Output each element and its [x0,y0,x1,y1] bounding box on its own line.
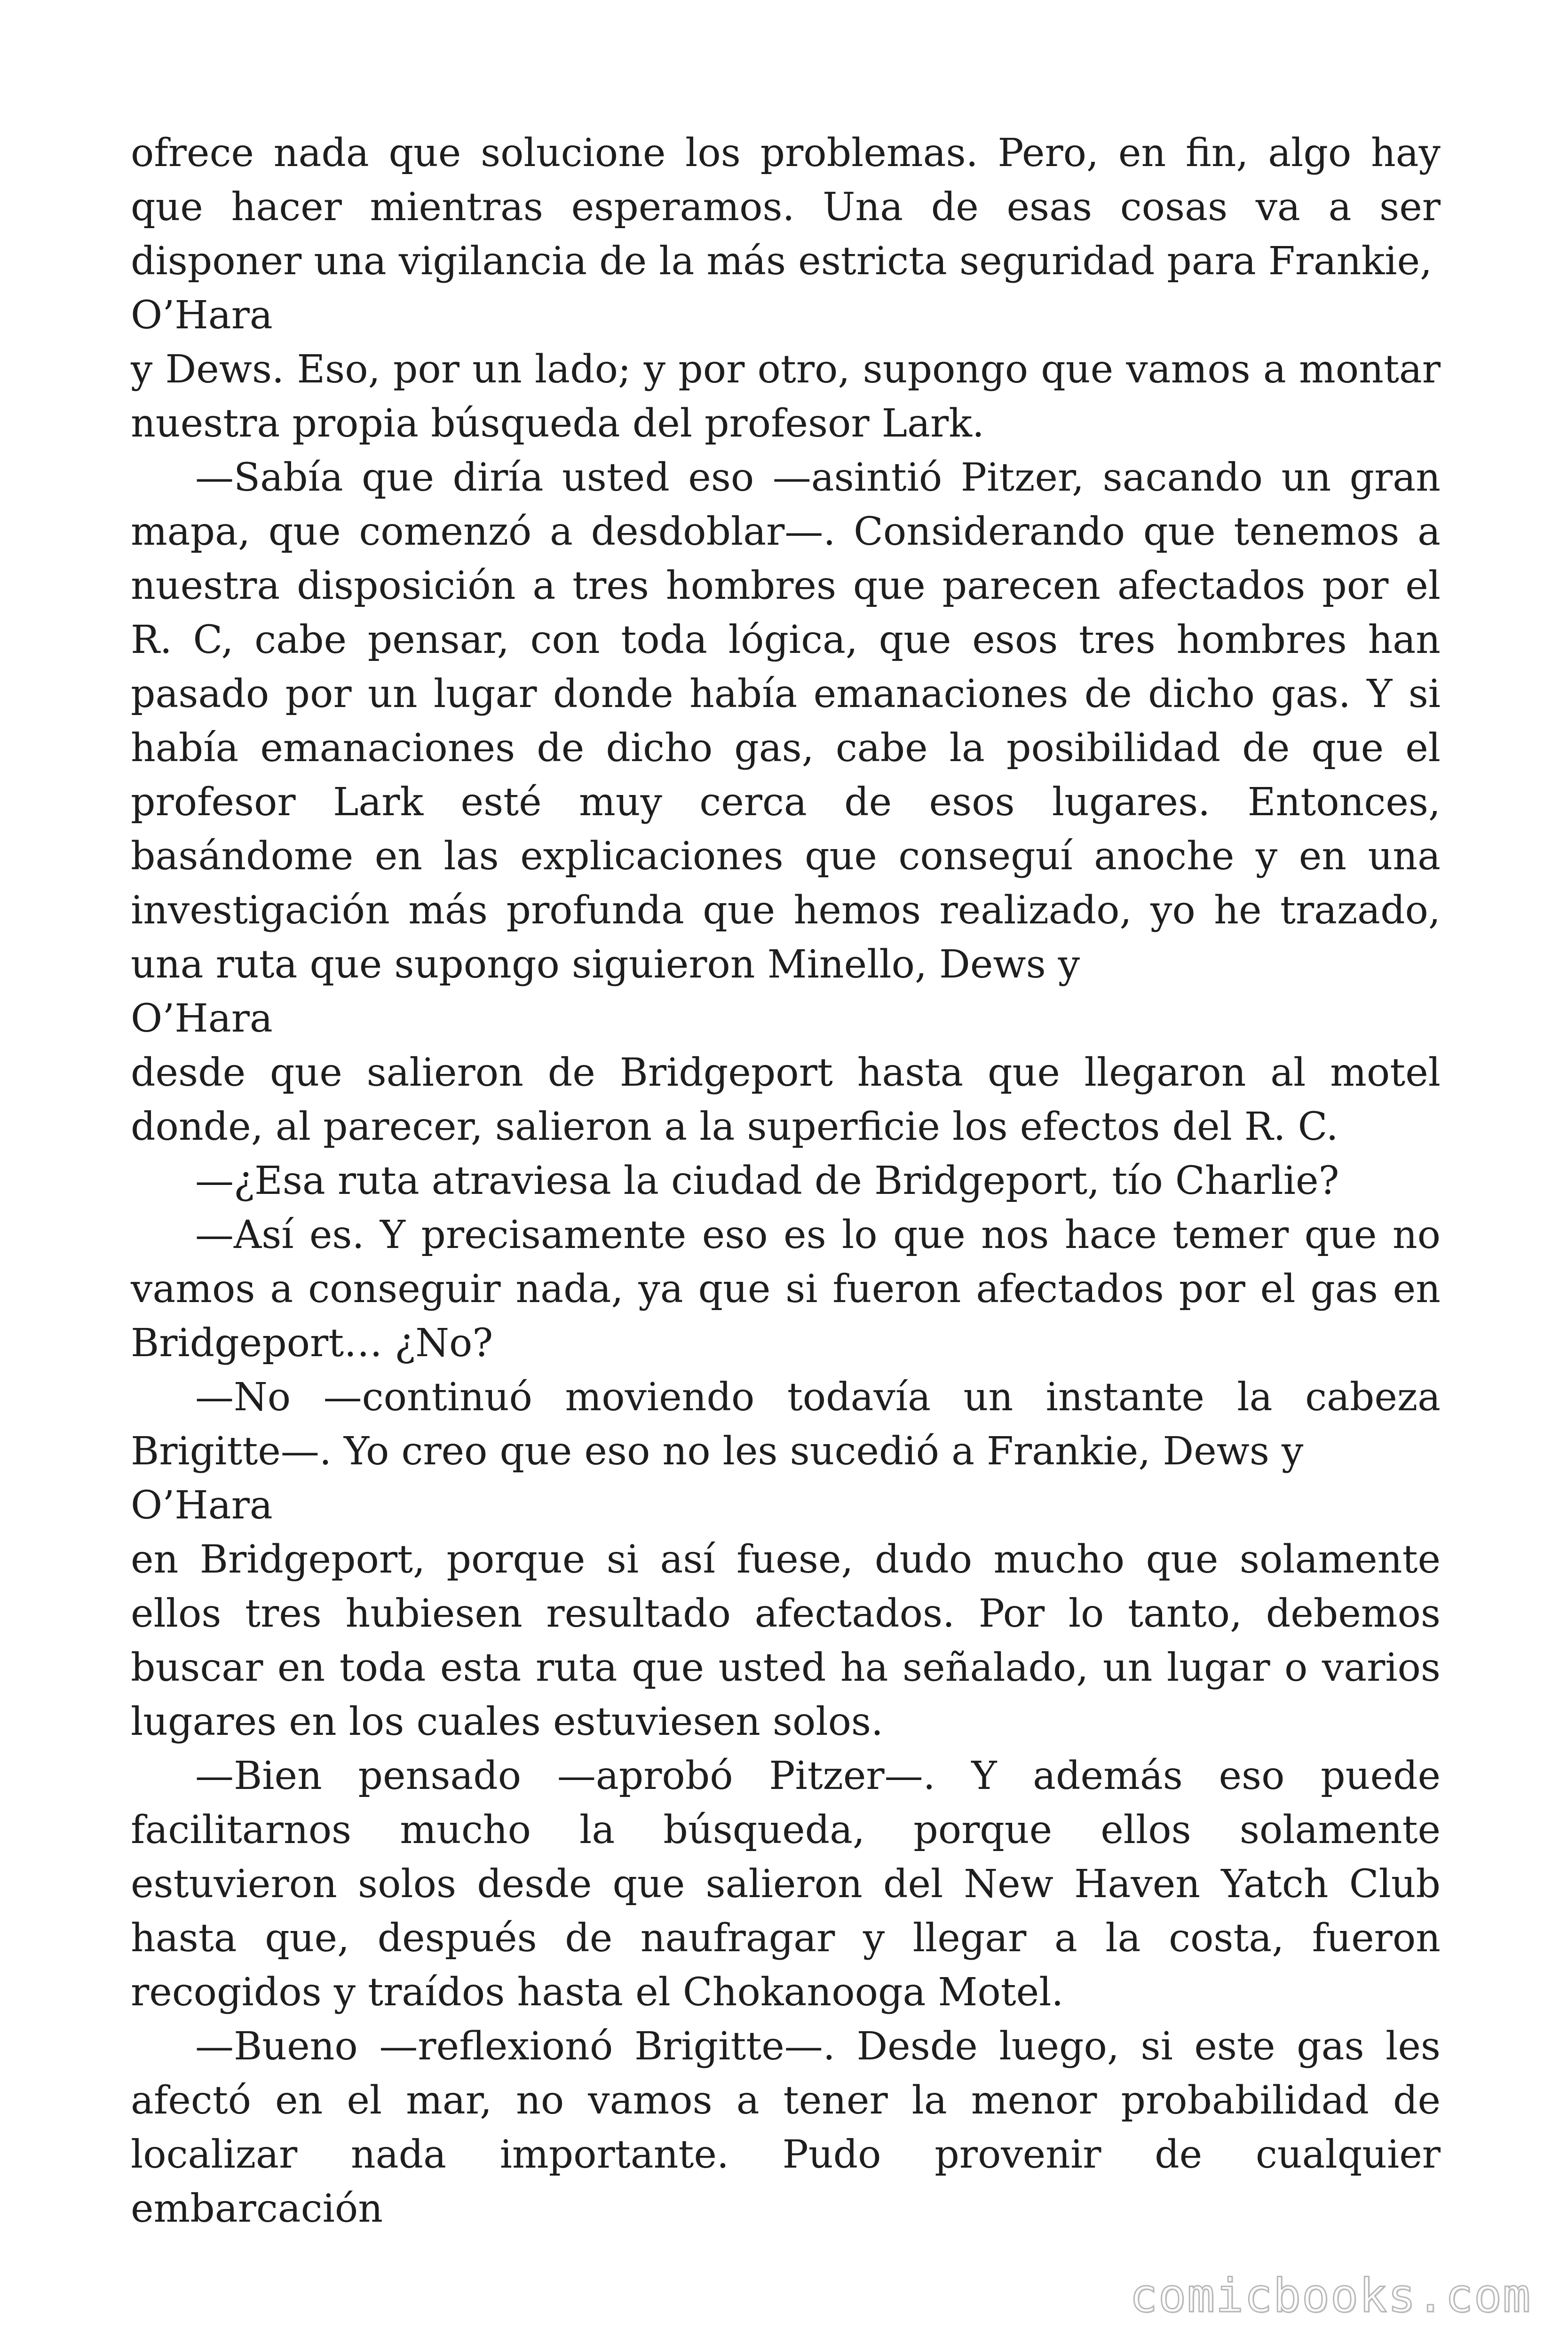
paragraph: desde que salieron de Bridgeport hasta que llegaron al motel donde, al parecer, salieron a la superficie los efectos del R. C. [131,1050,1441,1149]
paragraph: en Bridgeport, porque si así fuese, dudo mucho que solamente ellos tres hubiesen resultado afectados. Por lo tanto, debemos buscar en toda esta ruta que usted ha señalado, un lugar o varios lugares en los cuales estuviesen solos. [131,1537,1441,1744]
paragraph: —¿Esa ruta atraviesa la ciudad de Bridgeport, tío Charlie? [195,1159,1339,1203]
paragraph: —Sabía que diría usted eso —asintió Pitzer, sacando un gran mapa, que comenzó a desdoblar—. Considerando que tenemos a nuestra disposición a tres hombres que parecen afectados por el R. C, cabe pensar, con toda lógica, que esos tres hombres han pasado por un lugar donde había emanaciones de dicho gas. Y si había emanaciones de dicho gas, cabe la posibilidad de que el profesor Lark esté muy cerca de esos lugares. Entonces, basándome en las explicaciones que conseguí anoche y en una investigación más profunda que hemos realizado, yo he trazado, una ruta que supongo siguieron Minello, Dews y [131,455,1441,987]
paragraph-name-line: O’Hara [131,996,273,1041]
paragraph-name-line: O’Hara [131,1483,273,1528]
paragraph-name-line: O’Hara [131,293,273,338]
paragraph: y Dews. Eso, por un lado; y por otro, supongo que vamos a montar nuestra propia búsqueda del profesor Lark. [131,347,1441,446]
page-text [131,126,1441,2236]
watermark-text: comicbooks.com [1129,2269,1531,2323]
paragraph: —Así es. Y precisamente eso es lo que nos hace temer que no vamos a conseguir nada, ya que si fueron afectados por el gas en Bridgeport… ¿No? [131,1213,1441,1366]
paragraph: —No —continuó moviendo todavía un instante la cabeza Brigitte—. Yo creo que eso no les sucedió a Frankie, Dews y [131,1375,1441,1474]
paragraph: ofrece nada que solucione los problemas. Pero, en fin, algo hay que hacer mientras esperamos. Una de esas cosas va a ser disponer una vigilancia de la más estricta seguridad para Frankie, [131,131,1441,284]
paragraph: —Bien pensado —aprobó Pitzer—. Y además eso puede facilitarnos mucho la búsqueda, porque ellos solamente estuvieron solos desde que salieron del New Haven Yatch Club hasta que, después de naufragar y llegar a la costa, fueron recogidos y traídos hasta el Chokanooga Motel. [131,1754,1441,2015]
paragraph: —Bueno —reflexionó Brigitte—. Desde luego, si este gas les afectó en el mar, no vamos a tener la menor probabilidad de localizar nada importante. Pudo provenir de cualquier embarcación [131,2024,1441,2231]
